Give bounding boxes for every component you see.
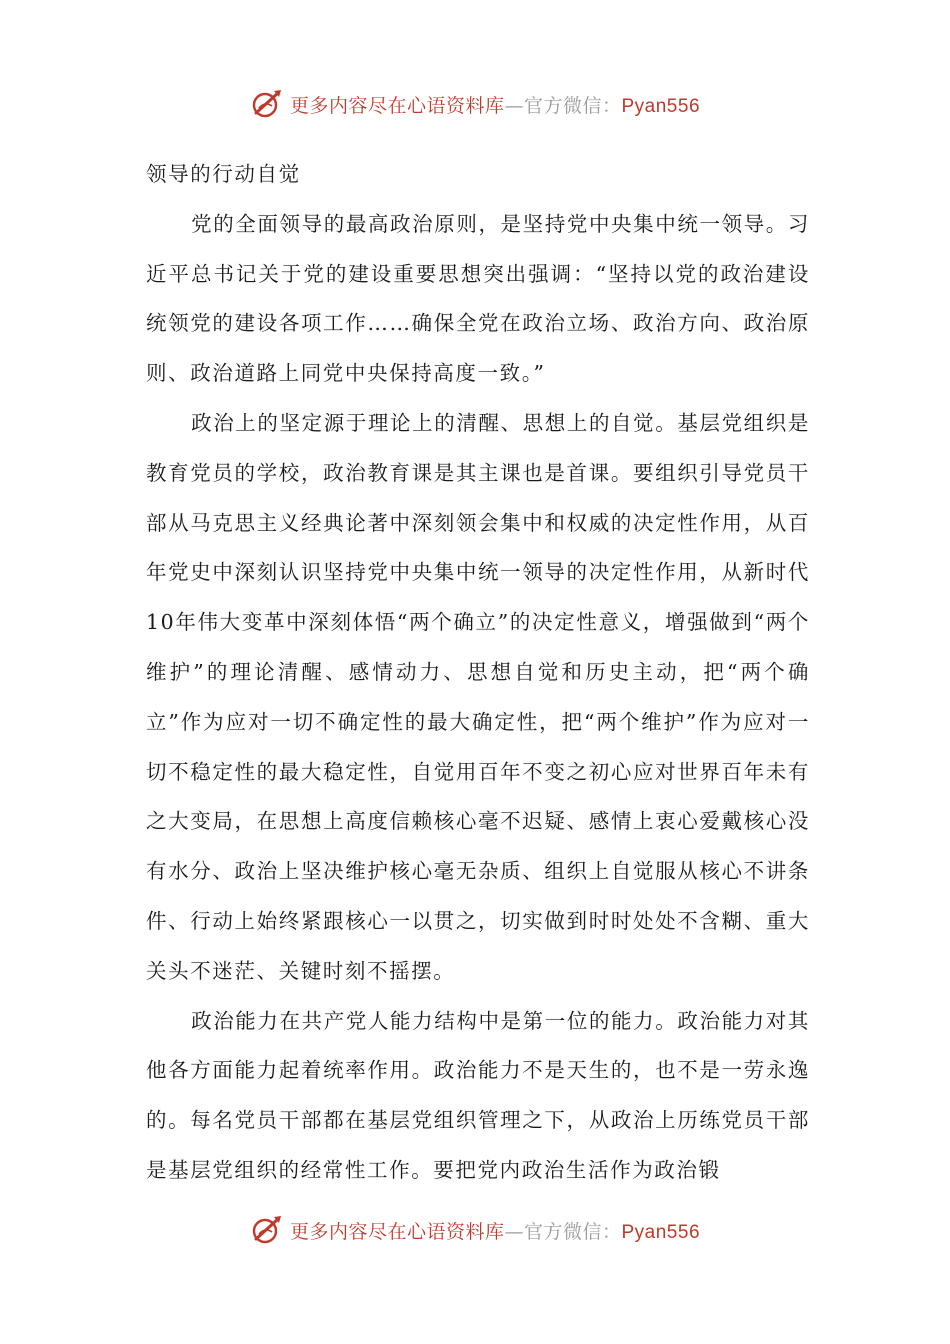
- paragraph: 政治上的坚定源于理论上的清醒、思想上的自觉。基层党组织是教育党员的学校，政治教育课是其主课也是首课。要组织引导党员干部从马克思主义经典论著中深刻领会集中和权威的决定性作用，从百年党史中深刻认识坚持党中央集中统一领导的决定性作用，从新时代10年伟大变革中深刻体悟“两个确立”的决定性意义，增强做到“两个维护”的理论清醒、感情动力、思想自觉和历史主动，把“两个确立”作为应对一切不确定性的最大确定性，把“两个维护”作为应对一切不稳定性的最大稳定性，自觉用百年不变之初心应对世界百年未有之大变局，在思想上高度信赖核心毫不迟疑、感情上衷心爱戴核心没有水分、政治上坚决维护核心毫无杂质、组织上自觉服从核心不讲条件、行动上始终紧跟核心一以贯之，切实做到时时处处不含糊、重大关头不迷茫、关键时刻不摇摆。: [146, 410, 810, 983]
- header-watermark-banner: [0, 84, 950, 124]
- pen-logo-icon: [250, 87, 284, 121]
- paragraph: 政治能力在共产党人能力结构中是第一位的能力。政治能力对其他各方面能力起着统率作用。政治能力不是天生的，也不是一劳永逸的。每名党员干部都在基层党组织管理之下，从政治上历练党员干部是基层党组织的经常性工作。要把党内政治生活作为政治锻: [146, 1008, 810, 1182]
- pen-logo-icon: [250, 1213, 284, 1247]
- footer-watermark-banner: [0, 1210, 950, 1250]
- banner-text: 更多内容尽在心语资料库—官方微信：Pyan556: [289, 94, 701, 117]
- document-body: [146, 150, 810, 1196]
- paragraph-continuation: 领导的行动自觉: [146, 162, 301, 186]
- paragraph: 党的全面领导的最高政治原则，是坚持党中央集中统一领导。习近平总书记关于党的建设重要思想突出强调：“坚持以党的政治建设统领党的建设各项工作……确保全党在政治立场、政治方向、政治原则、政治道路上同党中央保持高度一致。”: [146, 211, 810, 386]
- banner-text: 更多内容尽在心语资料库—官方微信：Pyan556: [289, 1220, 701, 1243]
